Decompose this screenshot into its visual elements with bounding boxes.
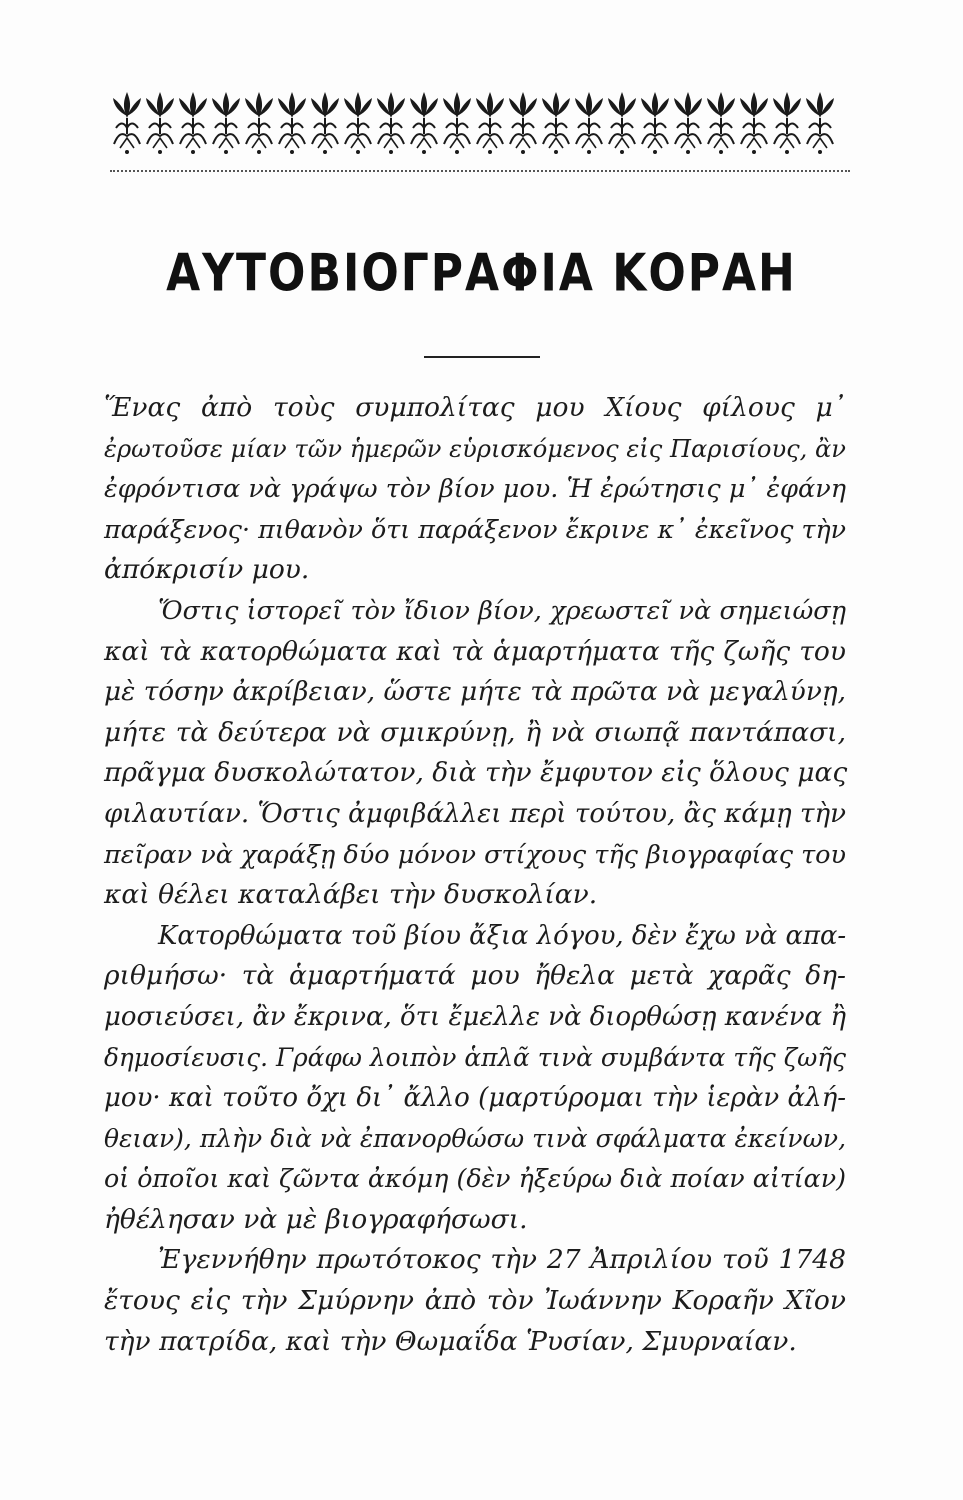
text-line: τὴν πατρίδα, καὶ τὴν Θωμαΐδα Ῥυσίαν, Σμυρναίαν. — [104, 1325, 797, 1357]
text-line: ἀπόκρισίν μου. — [104, 554, 310, 586]
text-line: ἐφρόντισα νὰ γράψω τὸν βίον μου. Ἡ ἐρώτησις μ᾿ ἐφάνη — [104, 474, 846, 505]
text-line: πεῖραν νὰ χαράξῃ δύο μόνον στίχους τῆς βιογραφίας του — [104, 839, 847, 870]
text-line: Ἕνας ἀπὸ τοὺς συμπολίτας μου Χίους φίλους μ᾿ — [104, 392, 846, 423]
text-line: μήτε τὰ δεύτερα νὰ σμικρύνῃ, ἢ νὰ σιωπᾷ παντάπασι, — [104, 716, 846, 748]
text-line: φιλαυτίαν. Ὅστις ἀμφιβάλλει περὶ τούτου, ἂς κάμῃ τὴν — [104, 798, 846, 829]
text-line: μου· καὶ τοῦτο ὄχι δι᾿ ἄλλο (μαρτύρομαι τὴν ἱερὰν ἀλή- — [104, 1083, 846, 1114]
text-line: πρᾶγμα δυσκολώτατον, διὰ τὴν ἔμφυτον εἰς ὅλους μας — [104, 757, 848, 789]
text-line: παράξενος· πιθανὸν ὅτι παράξενον ἔκρινε κ᾿ ἐκεῖνος τὴν — [104, 514, 846, 544]
text-line: ἔτους εἰς τὴν Σμύρνην ἀπὸ τὸν Ἰωάννην Κοραῆν Χῖον — [104, 1285, 846, 1317]
text-line: θειαν), πλὴν διὰ νὰ ἐπανορθώσω τινὰ σφάλματα ἐκείνων, — [104, 1123, 846, 1153]
text-line: καὶ τὰ κατορθώματα καὶ τὰ ἁμαρτήματα τῆς ζωῆς του — [104, 635, 846, 667]
text-line: ἠθέλησαν νὰ μὲ βιογραφήσωσι. — [104, 1203, 528, 1235]
title-underline-rule — [424, 356, 540, 358]
text-line: μὲ τόσην ἀκρίβειαν, ὥστε μήτε τὰ πρῶτα νὰ μεγαλύνῃ, — [104, 677, 846, 708]
text-line: Ἐγεννήθην πρωτότοκος τὴν 27 Ἀπριλίου τοῦ 1748 — [158, 1244, 846, 1276]
body-text — [104, 388, 846, 1362]
text-line: καὶ θέλει καταλάβει τὴν δυσκολίαν. — [104, 879, 598, 911]
text-line: μοσιεύσει, ἂν ἔκρινα, ὅτι ἔμελλε νὰ διορθώσῃ κανένα ἢ — [104, 1001, 846, 1032]
page-title: ΑΥΤΟΒΙΟΓΡΑΦΙΑ ΚΟΡΑΗ — [166, 243, 797, 304]
palmette-frieze-icon — [110, 88, 850, 158]
text-line: οἱ ὁποῖοι καὶ ζῶντα ἀκόμη (δὲν ἠξεύρω διὰ ποίαν αἰτίαν) — [104, 1164, 846, 1194]
ornament-dotted-rule — [110, 170, 850, 172]
text-line: ἐρωτοῦσε μίαν τῶν ἡμερῶν εὑρισκόμενος εἰς Παρισίους, ἂν — [104, 434, 846, 463]
text-line: Κατορθώματα τοῦ βίου ἄξια λόγου, δὲν ἔχω νὰ απα- — [158, 920, 847, 951]
text-line: ριθμήσω· τὰ ἁμαρτήματά μου ἤθελα μετὰ χαρᾶς δη- — [104, 960, 846, 992]
text-line: Ὅστις ἱστορεῖ τὸν ἴδιον βίον, χρεωστεῖ νὰ σημειώσῃ — [158, 595, 846, 626]
text-line: δημοσίευσις. Γράφω λοιπὸν ἁπλᾶ τινὰ συμβάντα τῆς ζωῆς — [104, 1042, 846, 1072]
